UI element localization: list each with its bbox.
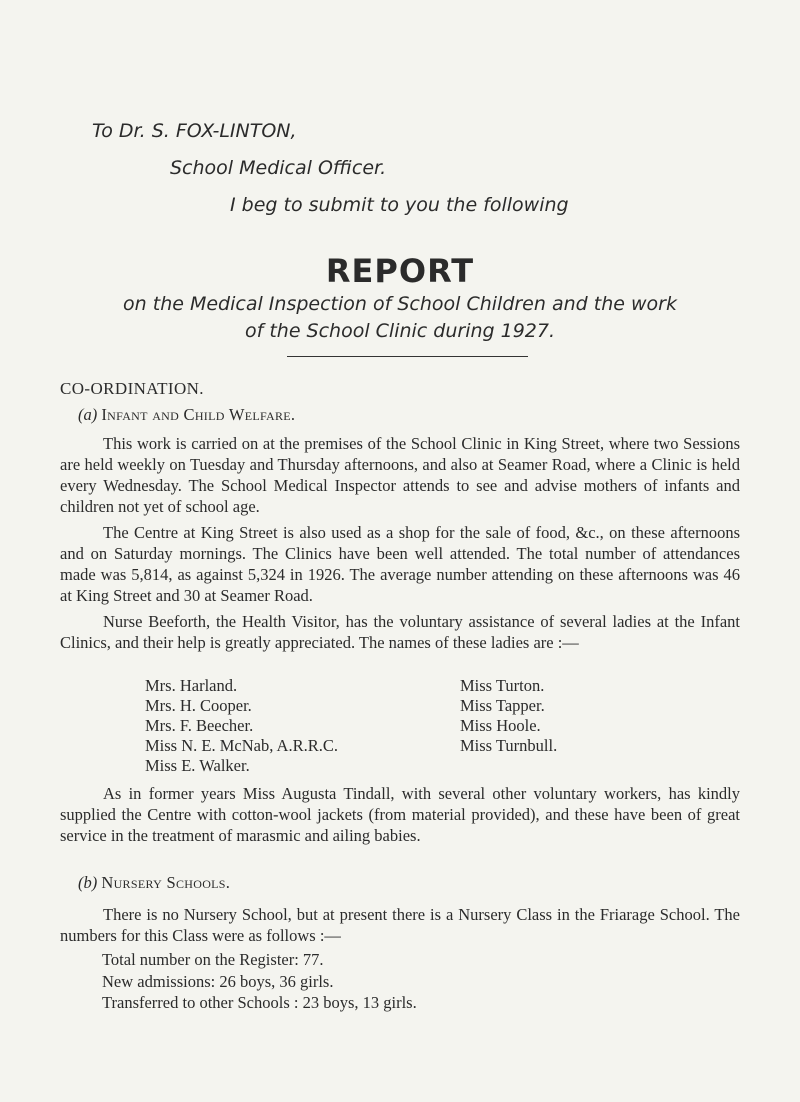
list-item: Mrs. H. Cooper. <box>145 696 252 715</box>
list-item: Miss Tapper. <box>460 696 545 715</box>
title-divider <box>287 356 528 357</box>
list-item: Miss Hoole. <box>460 716 541 735</box>
addressee-line: To Dr. S. FOX-LINTON, <box>92 120 297 142</box>
list-item: Miss Turton. <box>460 676 545 695</box>
part-b-title: Nursery Schools. <box>101 873 231 892</box>
part-a-paragraph-4: As in former years Miss Augusta Tindall, with several other voluntary workers, has kindly supplied the Centre with cotton-wool jackets (from material provided), and these have been of great service in the treatment of marasmic and ailing babies. <box>60 784 740 845</box>
new-admissions: New admissions: 26 boys, 36 girls. <box>102 972 334 991</box>
submission-line: I beg to submit to you the following <box>230 194 569 216</box>
list-item: Mrs. F. Beecher. <box>145 716 254 735</box>
list-item: Mrs. Harland. <box>145 676 238 695</box>
part-a-paragraph-2: The Centre at King Street is also used as a shop for the sale of food, &c., on these afternoons and on Saturday mornings. The Clinics have been well attended. The total number of attendances made was 5,814, as against 5,324 in 1926. The average number attending on these afternoons was 46 at King Street and 30 at Seamer Road. <box>60 523 740 605</box>
part-a-paragraph-1: This work is carried on at the premises of the School Clinic in King Street, where two Sessions are held weekly on Tuesday and Thursday afternoons, and also at Seamer Road, where a Clinic is held every Wednesday. The School Medical Inspector attends to see and advise mothers of infants and children not yet of school age. <box>60 434 740 516</box>
part-a-heading <box>78 404 295 425</box>
part-a-marker: (a) <box>78 405 98 424</box>
report-subtitle-line1: on the Medical Inspection of School Children and the work <box>123 293 677 315</box>
list-item: Miss E. Walker. <box>145 756 250 775</box>
register-total: Total number on the Register: 77. <box>102 950 324 969</box>
part-b-marker: (b) <box>78 873 98 892</box>
report-title: REPORT <box>325 252 475 290</box>
names-left-column <box>145 676 338 776</box>
part-a-title: Infant and Child Welfare. <box>101 405 296 424</box>
names-right-column <box>460 676 557 756</box>
part-b-paragraph-1: There is no Nursery School, but at present there is a Nursery Class in the Friarage School. The numbers for this Class were as follows :— <box>60 905 740 945</box>
part-a-paragraph-3: Nurse Beeforth, the Health Visitor, has the voluntary assistance of several ladies at the Infant Clinics, and their help is greatly appreciated. The names of these ladies are :— <box>60 612 740 652</box>
list-item: Miss Turnbull. <box>460 736 558 755</box>
part-b-heading <box>78 872 230 893</box>
section-heading: CO-ORDINATION. <box>60 379 204 398</box>
officer-role: School Medical Officer. <box>170 157 387 179</box>
list-item: Miss N. E. McNab, A.R.R.C. <box>145 736 338 755</box>
transferred-count: Transferred to other Schools : 23 boys, 13 girls. <box>102 993 417 1012</box>
report-subtitle-line2: of the School Clinic during 1927. <box>244 320 556 342</box>
